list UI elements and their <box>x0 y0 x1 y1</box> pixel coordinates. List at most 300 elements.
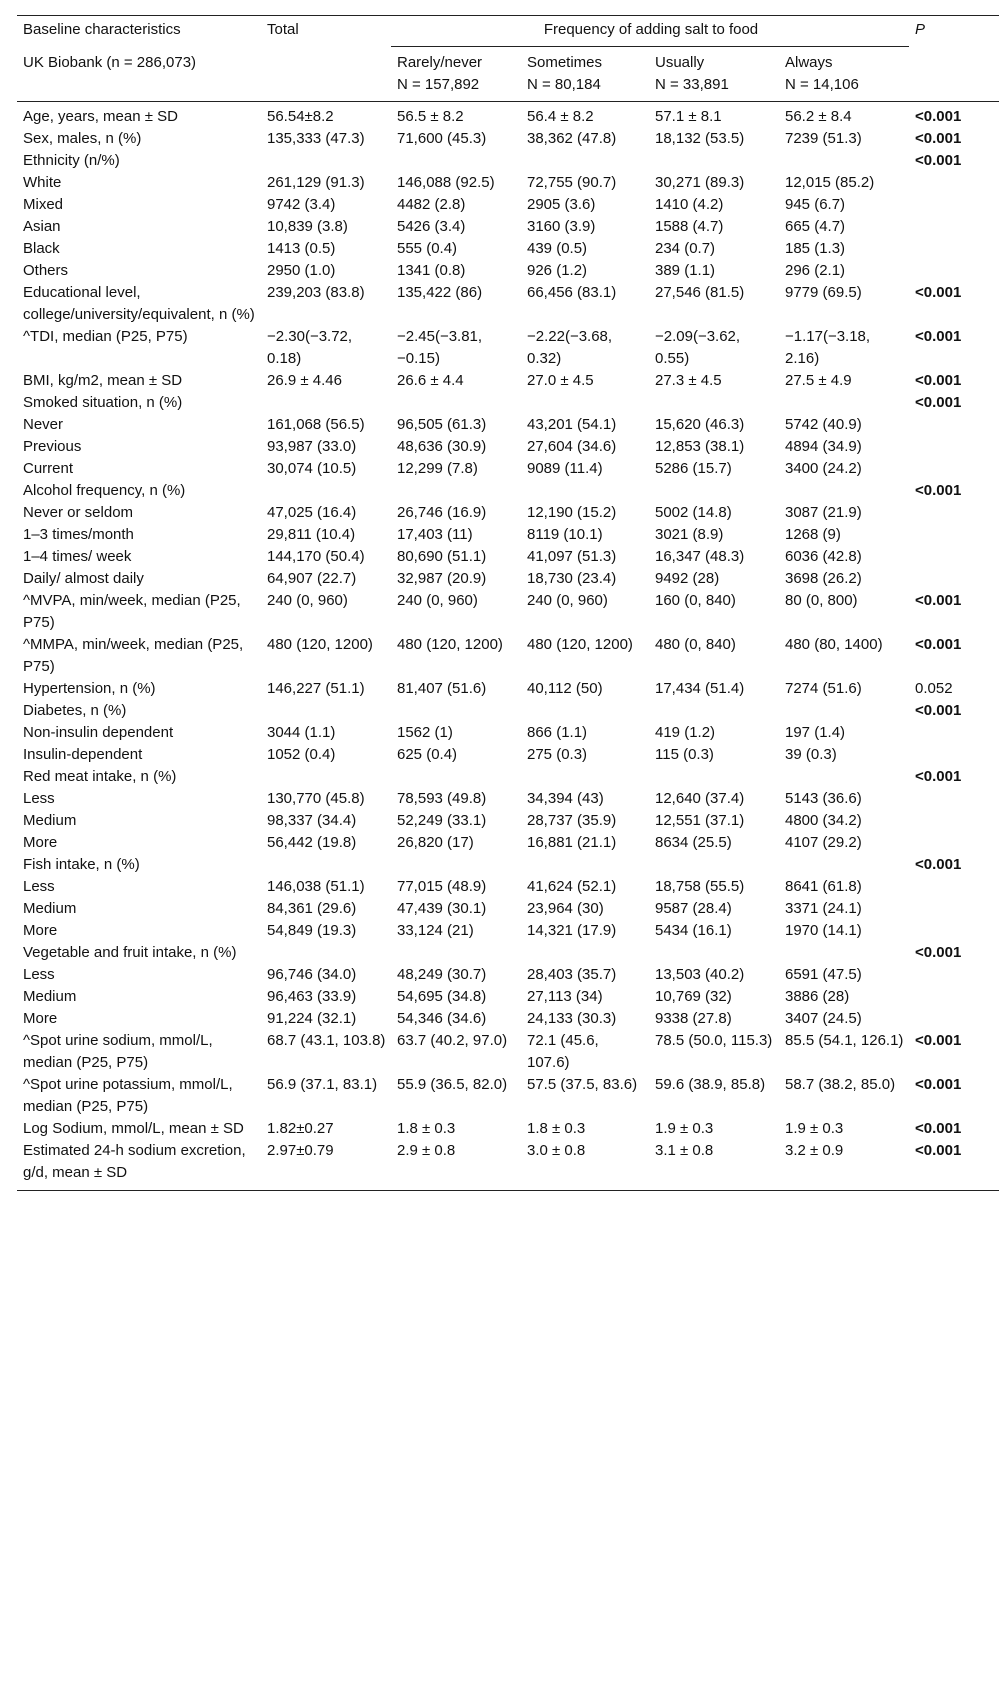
cell-always: 12,015 (85.2) <box>785 174 875 191</box>
cell-total: 10,839 (3.8) <box>267 218 348 235</box>
cell-usually <box>649 700 779 722</box>
row-label: Ethnicity (n/%) <box>23 152 120 169</box>
cell-usually: 78.5 (50.0, 115.3) <box>655 1032 773 1049</box>
cell-sometimes: 12,190 (15.2) <box>527 504 617 521</box>
cell-total: 68.7 (43.1, 103.8) <box>267 1032 386 1049</box>
row-label: Black <box>23 240 60 257</box>
cell-usually: 1410 (4.2) <box>655 196 724 213</box>
cell-total: 47,025 (16.4) <box>267 504 357 521</box>
row-label: Estimated 24-h sodium excretion, g/d, mean ± SD <box>17 1140 261 1191</box>
row-label: Diabetes, n (%) <box>23 702 127 719</box>
cell-rarely-never: 146,088 (92.5) <box>397 174 495 191</box>
cell-rarely-never <box>391 766 521 788</box>
cell-always: 6591 (47.5) <box>785 966 862 983</box>
table-row <box>17 392 999 414</box>
cell-usually: 5434 (16.1) <box>655 922 732 939</box>
cell-sometimes: 16,881 (21.1) <box>527 834 617 851</box>
cell-rarely-never: −2.45(−3.81, −0.15) <box>397 328 483 367</box>
row-label: ^MVPA, min/week, median (P25, P75) <box>23 592 241 631</box>
cell-usually: 480 (0, 840) <box>655 636 736 653</box>
cell-rarely-never <box>391 392 521 414</box>
cell-sometimes: 41,097 (51.3) <box>527 548 617 565</box>
table-row <box>17 634 999 678</box>
cell-sometimes: 72,755 (90.7) <box>527 174 617 191</box>
cell-always: 3698 (26.2) <box>785 570 862 587</box>
cell-rarely-never <box>391 700 521 722</box>
cell-rarely-never: 1.8 ± 0.3 <box>397 1120 456 1137</box>
row-label: Age, years, mean ± SD <box>23 108 178 125</box>
cell-rarely-never: 4482 (2.8) <box>397 196 466 213</box>
cell-total: −2.30(−3.72, 0.18) <box>267 328 353 367</box>
cell-usually: 27.3 ± 4.5 <box>655 372 722 389</box>
table-row <box>17 678 999 700</box>
row-label: Less <box>23 966 55 983</box>
cell-usually: 3.1 ± 0.8 <box>649 1140 779 1191</box>
cell-p-value <box>909 876 999 898</box>
cell-always: 3371 (24.1) <box>785 900 862 917</box>
cell-usually: 234 (0.7) <box>655 240 716 257</box>
cell-usually <box>649 480 779 502</box>
cell-sometimes: 9089 (11.4) <box>527 460 603 477</box>
row-label: Medium <box>23 900 77 917</box>
cell-usually: 18,758 (55.5) <box>655 878 745 895</box>
row-label: Alcohol frequency, n (%) <box>23 482 186 499</box>
cell-rarely-never: 54,695 (34.8) <box>397 988 487 1005</box>
cell-sometimes: 72.1 (45.6, 107.6) <box>527 1032 599 1071</box>
row-label: Never or seldom <box>23 504 134 521</box>
cell-p-value <box>909 568 999 590</box>
cell-p-value <box>909 964 999 986</box>
cell-rarely-never: 5426 (3.4) <box>397 218 466 235</box>
cell-usually: 3021 (8.9) <box>655 526 724 543</box>
row-label: Smoked situation, n (%) <box>23 394 183 411</box>
cell-sometimes: 34,394 (43) <box>527 790 604 807</box>
cell-always <box>779 150 909 172</box>
cell-always <box>779 766 909 788</box>
row-label: ^TDI, median (P25, P75) <box>23 328 188 345</box>
row-label: Less <box>23 790 55 807</box>
cell-rarely-never: 26,746 (16.9) <box>397 504 487 521</box>
cell-total: 56.54±8.2 <box>267 108 334 125</box>
cell-total <box>261 700 391 722</box>
cell-always: 185 (1.3) <box>785 240 846 257</box>
cell-rarely-never: 12,299 (7.8) <box>397 460 478 477</box>
cell-total <box>261 766 391 788</box>
cell-always: 4800 (34.2) <box>785 812 862 829</box>
cell-total: 1.82±0.27 <box>267 1120 334 1137</box>
cell-rarely-never: 56.5 ± 8.2 <box>397 108 464 125</box>
row-label: 1–3 times/month <box>23 526 134 543</box>
cell-p-value: <0.001 <box>915 152 962 169</box>
cell-sometimes: 8119 (10.1) <box>527 526 603 543</box>
row-label: Asian <box>23 218 61 235</box>
header-group-2: Sometimes N = 80,184 <box>521 47 649 102</box>
cell-always: 7239 (51.3) <box>785 130 862 147</box>
table-row <box>17 282 999 326</box>
table-row <box>17 986 999 1008</box>
cell-p-value <box>909 722 999 744</box>
cell-total: 84,361 (29.6) <box>267 900 357 917</box>
table-row <box>17 436 999 458</box>
cell-sometimes: 2905 (3.6) <box>527 196 596 213</box>
row-label: BMI, kg/m2, mean ± SD <box>23 372 183 389</box>
table-row <box>17 964 999 986</box>
cell-always <box>779 700 909 722</box>
cell-rarely-never <box>391 150 521 172</box>
cell-sometimes <box>521 942 649 964</box>
cell-p-value <box>909 788 999 810</box>
cell-rarely-never: 33,124 (21) <box>397 922 474 939</box>
cell-p-value <box>909 194 999 216</box>
cell-sometimes: 1.8 ± 0.3 <box>527 1120 586 1137</box>
table-row <box>17 172 999 194</box>
cell-p-value <box>909 1008 999 1030</box>
cell-total <box>261 392 391 414</box>
cell-p-value: <0.001 <box>915 1076 962 1093</box>
cell-always: 3400 (24.2) <box>785 460 862 477</box>
cell-sometimes: 18,730 (23.4) <box>527 570 617 587</box>
cell-rarely-never <box>391 942 521 964</box>
cell-usually: 8634 (25.5) <box>655 834 732 851</box>
cell-usually <box>649 392 779 414</box>
cell-sometimes: 24,133 (30.3) <box>527 1010 617 1027</box>
cell-total: 240 (0, 960) <box>267 592 348 609</box>
cell-sometimes: 866 (1.1) <box>527 724 588 741</box>
header-group-3: Usually N = 33,891 <box>649 47 779 102</box>
cell-usually: 10,769 (32) <box>655 988 732 1005</box>
cell-sometimes: 28,403 (35.7) <box>527 966 617 983</box>
table-row <box>17 1074 999 1118</box>
table-row <box>17 700 999 722</box>
table-row <box>17 150 999 172</box>
cell-sometimes: 23,964 (30) <box>527 900 604 917</box>
cell-sometimes: 240 (0, 960) <box>527 592 608 609</box>
cell-p-value: <0.001 <box>915 768 962 785</box>
cell-p-value: <0.001 <box>915 856 962 873</box>
row-label: Red meat intake, n (%) <box>23 768 177 785</box>
cell-rarely-never: 480 (120, 1200) <box>397 636 503 653</box>
table-row <box>17 568 999 590</box>
cell-usually: 12,640 (37.4) <box>655 790 745 807</box>
row-label: More <box>23 1010 58 1027</box>
cell-sometimes: 3160 (3.9) <box>527 218 596 235</box>
baseline-characteristics-table <box>17 15 999 1191</box>
cell-p-value: <0.001 <box>915 284 962 301</box>
cell-sometimes: 27,604 (34.6) <box>527 438 617 455</box>
row-label: Mixed <box>23 196 64 213</box>
cell-always: 665 (4.7) <box>785 218 846 235</box>
cell-total: 2950 (1.0) <box>267 262 336 279</box>
cell-total: 93,987 (33.0) <box>267 438 357 455</box>
cell-p-value <box>909 172 999 194</box>
cell-total: 91,224 (32.1) <box>267 1010 357 1027</box>
cell-always: 56.2 ± 8.4 <box>785 108 852 125</box>
cell-sometimes: 14,321 (17.9) <box>527 922 617 939</box>
cell-sometimes: 43,201 (54.1) <box>527 416 617 433</box>
cell-always: 480 (80, 1400) <box>785 636 883 653</box>
cell-rarely-never: 52,249 (33.1) <box>397 812 487 829</box>
table-row <box>17 502 999 524</box>
cell-sometimes: 439 (0.5) <box>527 240 588 257</box>
table-row <box>17 238 999 260</box>
cell-usually: 9338 (27.8) <box>655 1010 732 1027</box>
cell-sometimes: 66,456 (83.1) <box>527 284 617 301</box>
cell-sometimes: 57.5 (37.5, 83.6) <box>527 1076 638 1093</box>
row-label: Less <box>23 878 55 895</box>
cell-rarely-never: 135,422 (86) <box>397 284 483 301</box>
cell-p-value <box>909 260 999 282</box>
cell-rarely-never: 63.7 (40.2, 97.0) <box>397 1032 508 1049</box>
header-baseline: Baseline characteristics <box>17 16 261 47</box>
header-total: Total <box>261 16 391 47</box>
cell-total: 135,333 (47.3) <box>267 130 365 147</box>
cell-sometimes <box>521 700 649 722</box>
cell-p-value: <0.001 <box>915 130 962 147</box>
row-label: Medium <box>23 988 77 1005</box>
cell-usually: 1.9 ± 0.3 <box>655 1120 714 1137</box>
cell-p-value <box>909 744 999 766</box>
header-row-2 <box>17 47 999 102</box>
cell-total: 30,074 (10.5) <box>267 460 357 477</box>
cell-sometimes <box>521 854 649 876</box>
cell-p-value <box>909 524 999 546</box>
row-label: ^MMPA, min/week, median (P25, P75) <box>23 636 244 675</box>
header-p: P <box>909 16 999 47</box>
cell-rarely-never: 1562 (1) <box>397 724 453 741</box>
table-row <box>17 832 999 854</box>
cell-p-value: <0.001 <box>915 372 962 389</box>
cell-usually: 16,347 (48.3) <box>655 548 745 565</box>
cell-total: 98,337 (34.4) <box>267 812 357 829</box>
cell-usually: 59.6 (38.9, 85.8) <box>655 1076 766 1093</box>
cell-usually: 13,503 (40.2) <box>655 966 745 983</box>
cell-always: 3.2 ± 0.9 <box>779 1140 909 1191</box>
cell-rarely-never: 71,600 (45.3) <box>397 130 487 147</box>
cell-p-value <box>909 414 999 436</box>
cell-sometimes: −2.22(−3.68, 0.32) <box>527 328 613 367</box>
row-label: Log Sodium, mmol/L, mean ± SD <box>23 1120 244 1137</box>
cell-rarely-never: 77,015 (48.9) <box>397 878 487 895</box>
cell-rarely-never: 47,439 (30.1) <box>397 900 487 917</box>
header-row-1 <box>17 16 999 47</box>
header-group-4: Always N = 14,106 <box>779 47 909 102</box>
cell-p-value <box>909 458 999 480</box>
cell-sometimes: 38,362 (47.8) <box>527 130 617 147</box>
table-row <box>17 920 999 942</box>
cell-total: 26.9 ± 4.46 <box>267 372 342 389</box>
cell-rarely-never <box>391 480 521 502</box>
row-label: Sex, males, n (%) <box>23 130 142 147</box>
cell-always: 39 (0.3) <box>785 746 837 763</box>
cell-always: 945 (6.7) <box>785 196 846 213</box>
cell-always: 1.9 ± 0.3 <box>785 1120 844 1137</box>
cell-p-value <box>909 986 999 1008</box>
table-row <box>17 942 999 964</box>
cell-total: 64,907 (22.7) <box>267 570 357 587</box>
cell-p-value <box>909 920 999 942</box>
cell-always: 4894 (34.9) <box>785 438 862 455</box>
cell-total: 3044 (1.1) <box>267 724 336 741</box>
cell-total <box>261 942 391 964</box>
table-row <box>17 876 999 898</box>
cell-total: 96,746 (34.0) <box>267 966 357 983</box>
cell-total: 56.9 (37.1, 83.1) <box>267 1076 378 1093</box>
table-row <box>17 524 999 546</box>
row-label: Fish intake, n (%) <box>23 856 140 873</box>
cell-usually: 9492 (28) <box>655 570 720 587</box>
cell-total <box>261 854 391 876</box>
cell-usually: 5286 (15.7) <box>655 460 732 477</box>
cell-always: 3886 (28) <box>785 988 850 1005</box>
cell-usually: 18,132 (53.5) <box>655 130 745 147</box>
cell-rarely-never: 26,820 (17) <box>397 834 474 851</box>
row-label: Non-insulin dependent <box>23 724 174 741</box>
row-label: Others <box>23 262 69 279</box>
cell-p-value <box>909 898 999 920</box>
table-row <box>17 260 999 282</box>
cell-usually: 12,551 (37.1) <box>655 812 745 829</box>
cell-usually <box>649 854 779 876</box>
cell-sometimes: 27,113 (34) <box>527 988 603 1005</box>
cell-sometimes: 926 (1.2) <box>527 262 588 279</box>
cell-total: 261,129 (91.3) <box>267 174 365 191</box>
cell-usually: 9587 (28.4) <box>655 900 732 917</box>
cell-sometimes: 40,112 (50) <box>527 680 603 697</box>
table-row <box>17 194 999 216</box>
cell-p-value <box>909 546 999 568</box>
row-label: 1–4 times/ week <box>23 548 132 565</box>
table-row <box>17 326 999 370</box>
cell-always: 5742 (40.9) <box>785 416 862 433</box>
cell-total: 130,770 (45.8) <box>267 790 365 807</box>
cell-p-value <box>909 436 999 458</box>
cell-total: 1052 (0.4) <box>267 746 336 763</box>
cell-always: 58.7 (38.2, 85.0) <box>785 1076 896 1093</box>
table-row <box>17 414 999 436</box>
cell-total: 9742 (3.4) <box>267 196 336 213</box>
cell-total: 1413 (0.5) <box>267 240 336 257</box>
cell-always: 7274 (51.6) <box>785 680 862 697</box>
cell-total: 161,068 (56.5) <box>267 416 365 433</box>
cell-p-value: <0.001 <box>915 394 962 411</box>
cell-always <box>779 854 909 876</box>
cell-p-value: <0.001 <box>915 108 962 125</box>
table-row <box>17 766 999 788</box>
table-row <box>17 722 999 744</box>
cell-usually <box>649 150 779 172</box>
cell-rarely-never: 26.6 ± 4.4 <box>397 372 464 389</box>
cell-usually: 1588 (4.7) <box>655 218 724 235</box>
cell-rarely-never <box>391 854 521 876</box>
table-row <box>17 590 999 634</box>
table-row <box>17 898 999 920</box>
cell-always: 4107 (29.2) <box>785 834 862 851</box>
cell-total: 54,849 (19.3) <box>267 922 357 939</box>
row-label: More <box>23 834 58 851</box>
row-label: Vegetable and fruit intake, n (%) <box>23 944 237 961</box>
cell-p-value: <0.001 <box>915 328 962 345</box>
cell-p-value: <0.001 <box>915 1120 962 1137</box>
cell-usually: 30,271 (89.3) <box>655 174 745 191</box>
cell-usually: 15,620 (46.3) <box>655 416 745 433</box>
row-label: Never <box>23 416 64 433</box>
table-row <box>17 1030 999 1074</box>
cell-sometimes: 41,624 (52.1) <box>527 878 617 895</box>
cell-p-value: <0.001 <box>909 1140 999 1191</box>
cell-sometimes <box>521 480 649 502</box>
row-label: Hypertension, n (%) <box>23 680 156 697</box>
cell-usually: −2.09(−3.62, 0.55) <box>655 328 741 367</box>
cell-total: 29,811 (10.4) <box>267 526 356 543</box>
cell-rarely-never: 17,403 (11) <box>397 526 473 543</box>
cell-always: 197 (1.4) <box>785 724 846 741</box>
cell-always: 3407 (24.5) <box>785 1010 862 1027</box>
table-row <box>17 216 999 238</box>
cell-always: 27.5 ± 4.9 <box>785 372 852 389</box>
cell-rarely-never: 55.9 (36.5, 82.0) <box>397 1076 508 1093</box>
cell-sometimes <box>521 392 649 414</box>
cell-usually: 115 (0.3) <box>655 746 714 763</box>
cell-p-value: <0.001 <box>915 944 962 961</box>
cell-always: 5143 (36.6) <box>785 790 862 807</box>
cell-total <box>261 480 391 502</box>
cell-usually: 57.1 ± 8.1 <box>655 108 722 125</box>
cell-always: 6036 (42.8) <box>785 548 862 565</box>
header-cohort: UK Biobank (n = 286,073) <box>17 47 261 102</box>
row-label: ^Spot urine sodium, mmol/L, median (P25, P75) <box>23 1032 213 1071</box>
cell-p-value <box>909 502 999 524</box>
cell-p-value <box>909 810 999 832</box>
cell-p-value: <0.001 <box>915 482 962 499</box>
row-label: Previous <box>23 438 82 455</box>
cell-sometimes: 27.0 ± 4.5 <box>527 372 594 389</box>
cell-always: −1.17(−3.18, 2.16) <box>785 328 871 367</box>
cell-always <box>779 392 909 414</box>
cell-sometimes: 3.0 ± 0.8 <box>521 1140 649 1191</box>
cell-total: 2.97±0.79 <box>261 1140 391 1191</box>
header-group-1: Rarely/never N = 157,892 <box>391 47 521 102</box>
cell-rarely-never: 54,346 (34.6) <box>397 1010 487 1027</box>
cell-rarely-never: 48,249 (30.7) <box>397 966 487 983</box>
cell-sometimes: 480 (120, 1200) <box>527 636 633 653</box>
cell-usually: 389 (1.1) <box>655 262 716 279</box>
cell-usually <box>649 942 779 964</box>
row-label: More <box>23 922 58 939</box>
cell-always: 9779 (69.5) <box>785 284 862 301</box>
cell-always: 80 (0, 800) <box>785 592 858 609</box>
cell-always: 3087 (21.9) <box>785 504 862 521</box>
cell-total: 96,463 (33.9) <box>267 988 357 1005</box>
cell-total: 480 (120, 1200) <box>267 636 373 653</box>
cell-always: 296 (2.1) <box>785 262 846 279</box>
row-label: White <box>23 174 62 191</box>
table-body <box>17 102 999 1191</box>
cell-p-value: <0.001 <box>915 592 962 609</box>
cell-usually: 160 (0, 840) <box>655 592 736 609</box>
row-label: Insulin-dependent <box>23 746 143 763</box>
table-row <box>17 810 999 832</box>
cell-p-value <box>909 238 999 260</box>
table-row <box>17 744 999 766</box>
table-row <box>17 788 999 810</box>
cell-always: 1970 (14.1) <box>785 922 862 939</box>
cell-usually: 419 (1.2) <box>655 724 716 741</box>
cell-sometimes <box>521 766 649 788</box>
cell-always: 1268 (9) <box>785 526 841 543</box>
cell-rarely-never: 625 (0.4) <box>397 746 458 763</box>
table-row <box>17 1140 999 1191</box>
cell-rarely-never: 32,987 (20.9) <box>397 570 487 587</box>
